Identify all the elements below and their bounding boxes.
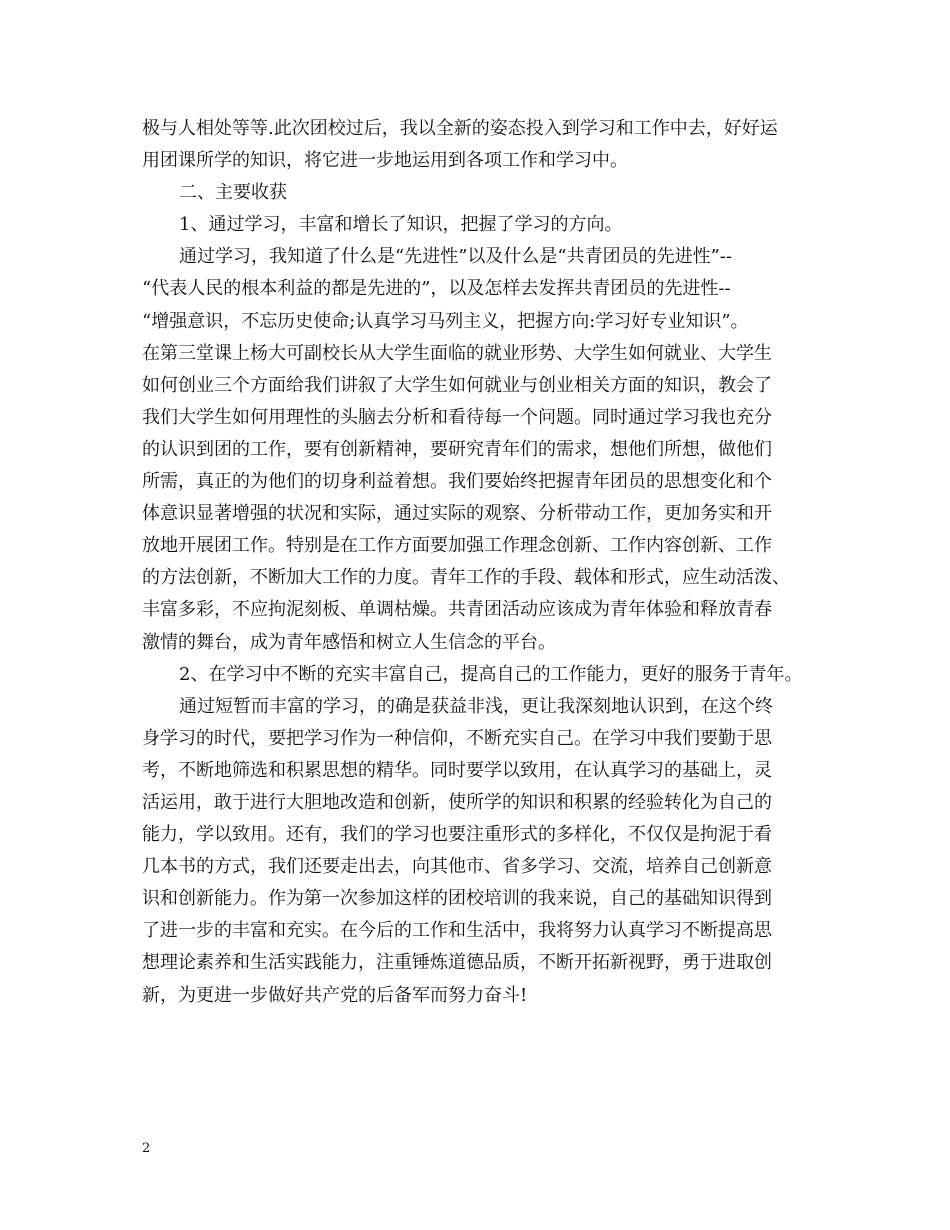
text-line: 几本书的方式，我们还要走出去，向其他市、省多学习、交流，培养自己创新意 (142, 856, 772, 878)
text-line: 所需，真正的为他们的切身利益着想。我们要始终把握青年团员的思想变化和个 (142, 471, 772, 493)
page-number: 2 (142, 1141, 151, 1156)
text-line: 体意识显著增强的状况和实际，通过实际的观察、分析带动工作，更加务实和开 (142, 503, 772, 525)
text-line: 新，为更进一步做好共产党的后备军而努力奋斗! (142, 984, 528, 1006)
text-line: 丰富多彩，不应拘泥刻板、单调枯燥。共青团活动应该成为青年体验和释放青春 (142, 599, 772, 621)
text-line: 用团课所学的知识，将它进一步地运用到各项工作和学习中。 (142, 150, 628, 172)
text-line: 放地开展团工作。特别是在工作方面要加强工作理念创新、工作内容创新、工作 (142, 535, 772, 557)
text-line: 2、在学习中不断的充实丰富自己，提高自己的工作能力，更好的服务于青年。 (179, 663, 803, 685)
text-line: “代表人民的根本利益的都是先进的”，以及怎样去发挥共青团员的先进性-- (142, 278, 731, 300)
text-line: “增强意识，不忘历史使命;认真学习马列主义，把握方向:学习好专业知识”。 (142, 310, 749, 332)
text-line: 的认识到团的工作，要有创新精神，要研究青年们的需求，想他们所想，做他们 (142, 438, 772, 460)
text-line: 身学习的时代，要把学习作为一种信仰，不断充实自己。在学习中我们要勤于思 (142, 727, 772, 749)
text-line: 如何创业三个方面给我们讲叙了大学生如何就业与创业相关方面的知识，教会了 (142, 374, 772, 396)
paragraph (142, 241, 822, 658)
text-line: 想理论素养和生活实践能力，注重锤炼道德品质，不断开拓新视野，勇于进取创 (142, 952, 772, 974)
text-line: 识和创新能力。作为第一次参加这样的团校培训的我来说，自己的基础知识得到 (142, 888, 772, 910)
paragraph (142, 113, 822, 177)
text-line: 在第三堂课上杨大可副校长从大学生面临的就业形势、大学生如何就业、大学生 (142, 342, 772, 364)
text-line: 极与人相处等等.此次团校过后，我以全新的姿态投入到学习和工作中去，好好运 (142, 118, 778, 139)
text-line: 考，不断地筛选和积累思想的精华。同时要学以致用，在认真学习的基础上，灵 (142, 759, 772, 781)
text-line: 的方法创新，不断加大工作的力度。青年工作的手段、载体和形式，应生动活泼、 (142, 567, 790, 589)
paragraph (142, 691, 822, 1012)
section-heading (142, 177, 822, 209)
text-line: 1、通过学习，丰富和增长了知识，把握了学习的方向。 (179, 214, 623, 236)
subsection-heading (142, 659, 822, 691)
text-line: 我们大学生如何用理性的头脑去分析和看待每一个问题。同时通过学习我也充分 (142, 406, 772, 428)
text-line: 二、主要收获 (179, 182, 287, 204)
text-line: 通过学习，我知道了什么是“先进性”以及什么是“共青团员的先进性”-- (179, 246, 732, 268)
text-line: 了进一步的丰富和充实。在今后的工作和生活中，我将努力认真学习不断提高思 (142, 920, 772, 942)
text-line: 活运用，敢于进行大胆地改造和创新，使所学的知识和积累的经验转化为自己的 (142, 791, 772, 813)
subsection-heading (142, 209, 822, 241)
text-line: 能力，学以致用。还有，我们的学习也要注重形式的多样化，不仅仅是拘泥于看 (142, 824, 772, 846)
document-body (142, 113, 822, 1012)
text-line: 通过短暂而丰富的学习，的确是获益非浅，更让我深刻地认识到，在这个终 (179, 695, 773, 717)
text-line: 激情的舞台，成为青年感悟和树立人生信念的平台。 (142, 631, 556, 653)
